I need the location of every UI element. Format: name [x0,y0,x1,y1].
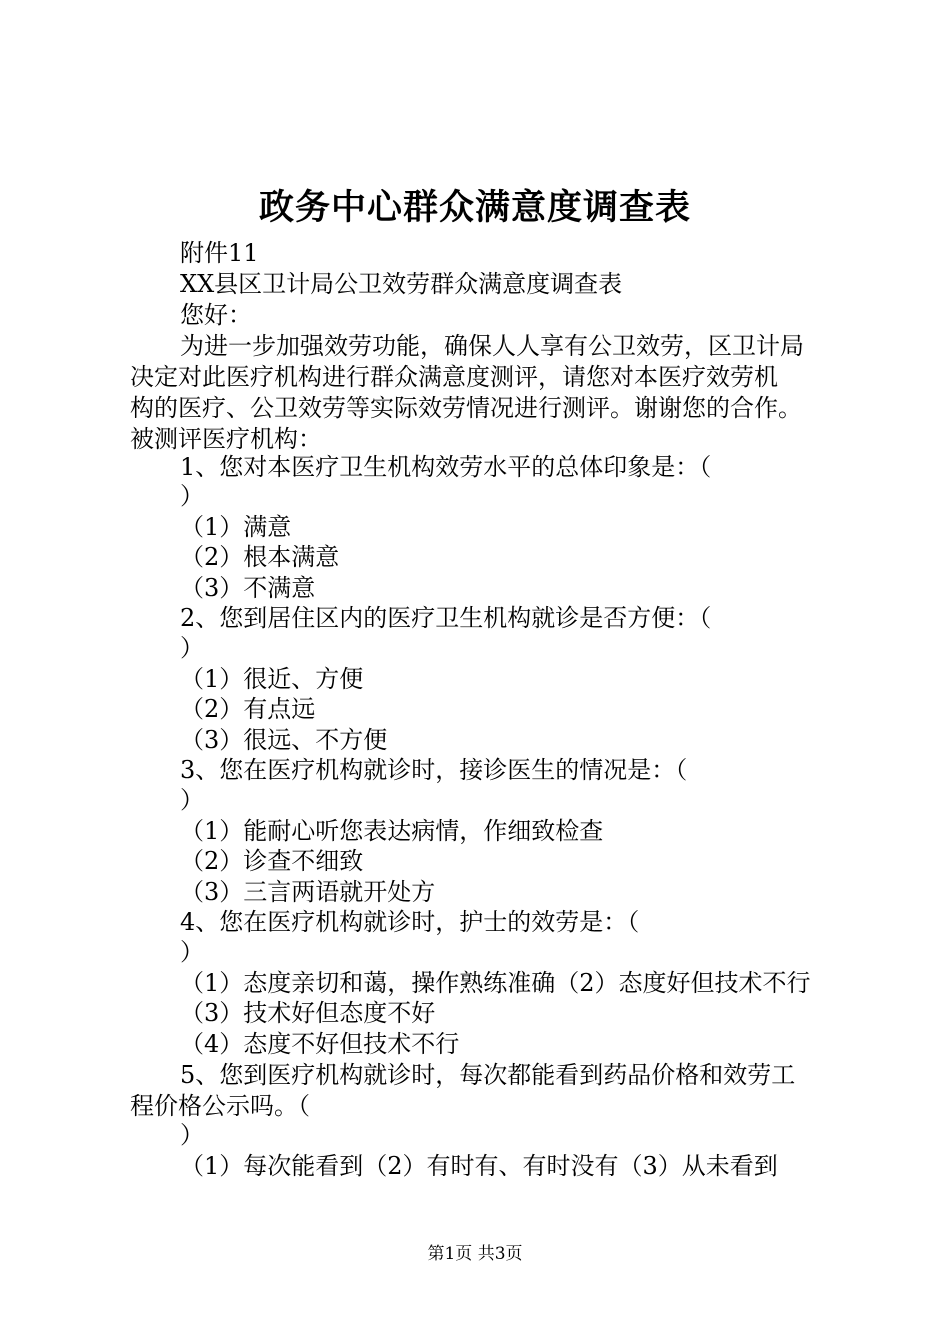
intro-line: 为进一步加强效劳功能，确保人人享有公卫效劳，区卫计局 [180,332,804,360]
q5-option: （1）每次能看到（2）有时有、有时没有（3）从未看到 [180,1152,778,1180]
question-4-close: ） [180,938,204,966]
q1-option: （3）不满意 [180,574,316,602]
question-5-cont: 程价格公示吗。（ [130,1092,310,1120]
q3-option: （1）能耐心听您表达病情，作细致检查 [180,817,604,845]
document-title: 政务中心群众满意度调查表 [258,187,691,228]
q1-option: （1）满意 [180,513,292,541]
q3-option: （2）诊查不细致 [180,847,364,875]
question-1: 1、您对本医疗卫生机构效劳水平的总体印象是：（ [180,453,712,481]
greeting: 您好： [180,301,252,329]
question-1-close: ） [180,482,204,510]
q1-option: （2）根本满意 [180,543,340,571]
q4-option: （3）技术好但态度不好 [180,999,436,1027]
q2-option: （2）有点远 [180,695,316,723]
q3-option: （3）三言两语就开处方 [180,878,436,906]
q2-option: （1）很近、方便 [180,665,364,693]
q4-option: （1）态度亲切和蔼，操作熟练准确（2）态度好但技术不行 [180,969,811,997]
survey-subtitle: XX县区卫计局公卫效劳群众满意度调查表 [180,270,623,298]
attachment-label: 附件11 [180,239,259,267]
intro-line: 决定对此医疗机构进行群众满意度测评，请您对本医疗效劳机 [130,363,778,391]
question-5: 5、您到医疗机构就诊时，每次都能看到药品价格和效劳工 [180,1061,796,1089]
question-4: 4、您在医疗机构就诊时，护士的效劳是：（ [180,908,640,936]
question-3-close: ） [180,786,204,814]
question-2-close: ） [180,634,204,662]
q2-option: （3）很远、不方便 [180,726,388,754]
q4-option: （4）态度不好但技术不行 [180,1030,460,1058]
intro-line: 构的医疗、公卫效劳等实际效劳情况进行测评。谢谢您的合作。 [130,394,802,422]
question-2: 2、您到居住区内的医疗卫生机构就诊是否方便：（ [180,604,712,632]
question-3: 3、您在医疗机构就诊时，接诊医生的情况是：（ [180,756,688,784]
evaluated-institution-label: 被测评医疗机构： [130,425,322,453]
question-5-close: ） [180,1121,204,1149]
page-number: 第1页 共3页 [427,1244,523,1264]
